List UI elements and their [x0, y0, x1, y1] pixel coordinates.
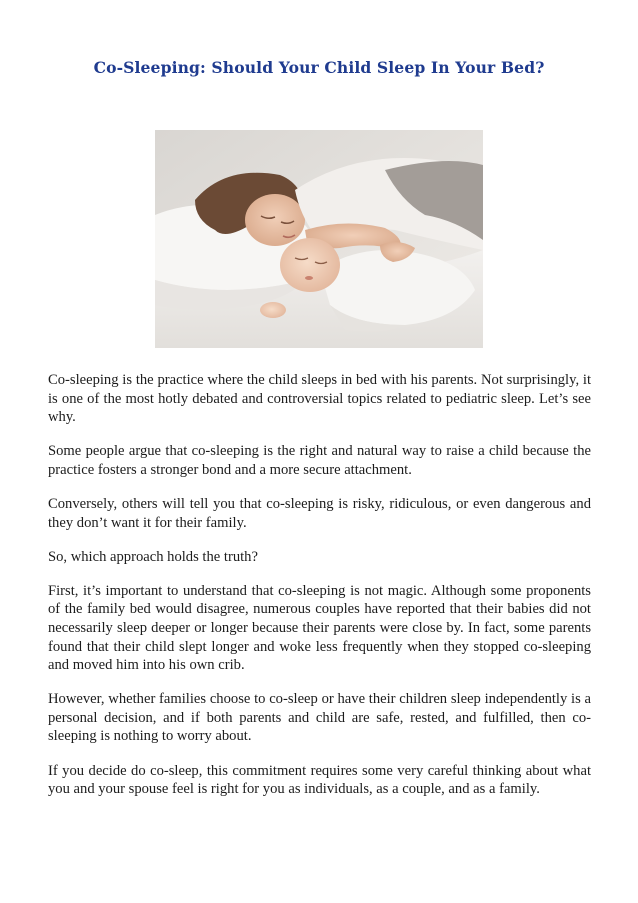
paragraph-4: So, which approach holds the truth?	[48, 548, 258, 565]
paragraph-1: Co-sleeping is the practice where the child sleeps in bed with his parents. Not surprisingly, it is one of the most hotly debated and controversial topics related to pediatric sleep. Let’s see why.	[48, 372, 591, 426]
page-title: Co-Sleeping: Should Your Child Sleep In Your Bed?	[93, 58, 545, 77]
article-photo	[155, 130, 483, 348]
paragraph-5: First, it’s important to understand that co-sleeping is not magic. Although some proponents of the family bed would disagree, numerous couples have reported that their babies did not necessarily sleep deeper or longer because their parents were close by. In fact, some parents found that their child slept longer and woke less frequently when they stopped co-sleeping and moved him into his own crib.	[48, 582, 591, 674]
mother-and-baby-sleeping-icon	[155, 130, 483, 348]
article-body	[48, 371, 591, 814]
paragraph-3: Conversely, others will tell you that co-sleeping is risky, ridiculous, or even dangerous and they don’t want it for their family.	[48, 495, 591, 531]
paragraph-6: However, whether families choose to co-sleep or have their children sleep independently is a personal decision, and if both parents and child are safe, rested, and fulfilled, then co-sleeping is nothing to worry about.	[48, 691, 591, 745]
paragraph-2: Some people argue that co-sleeping is the right and natural way to raise a child because the practice fosters a stronger bond and a more secure attachment.	[48, 443, 591, 478]
paragraph-7: If you decide do co-sleep, this commitment requires some very careful thinking about what you and your spouse feel is right for you as individuals, as a couple, and as a family.	[48, 762, 591, 798]
